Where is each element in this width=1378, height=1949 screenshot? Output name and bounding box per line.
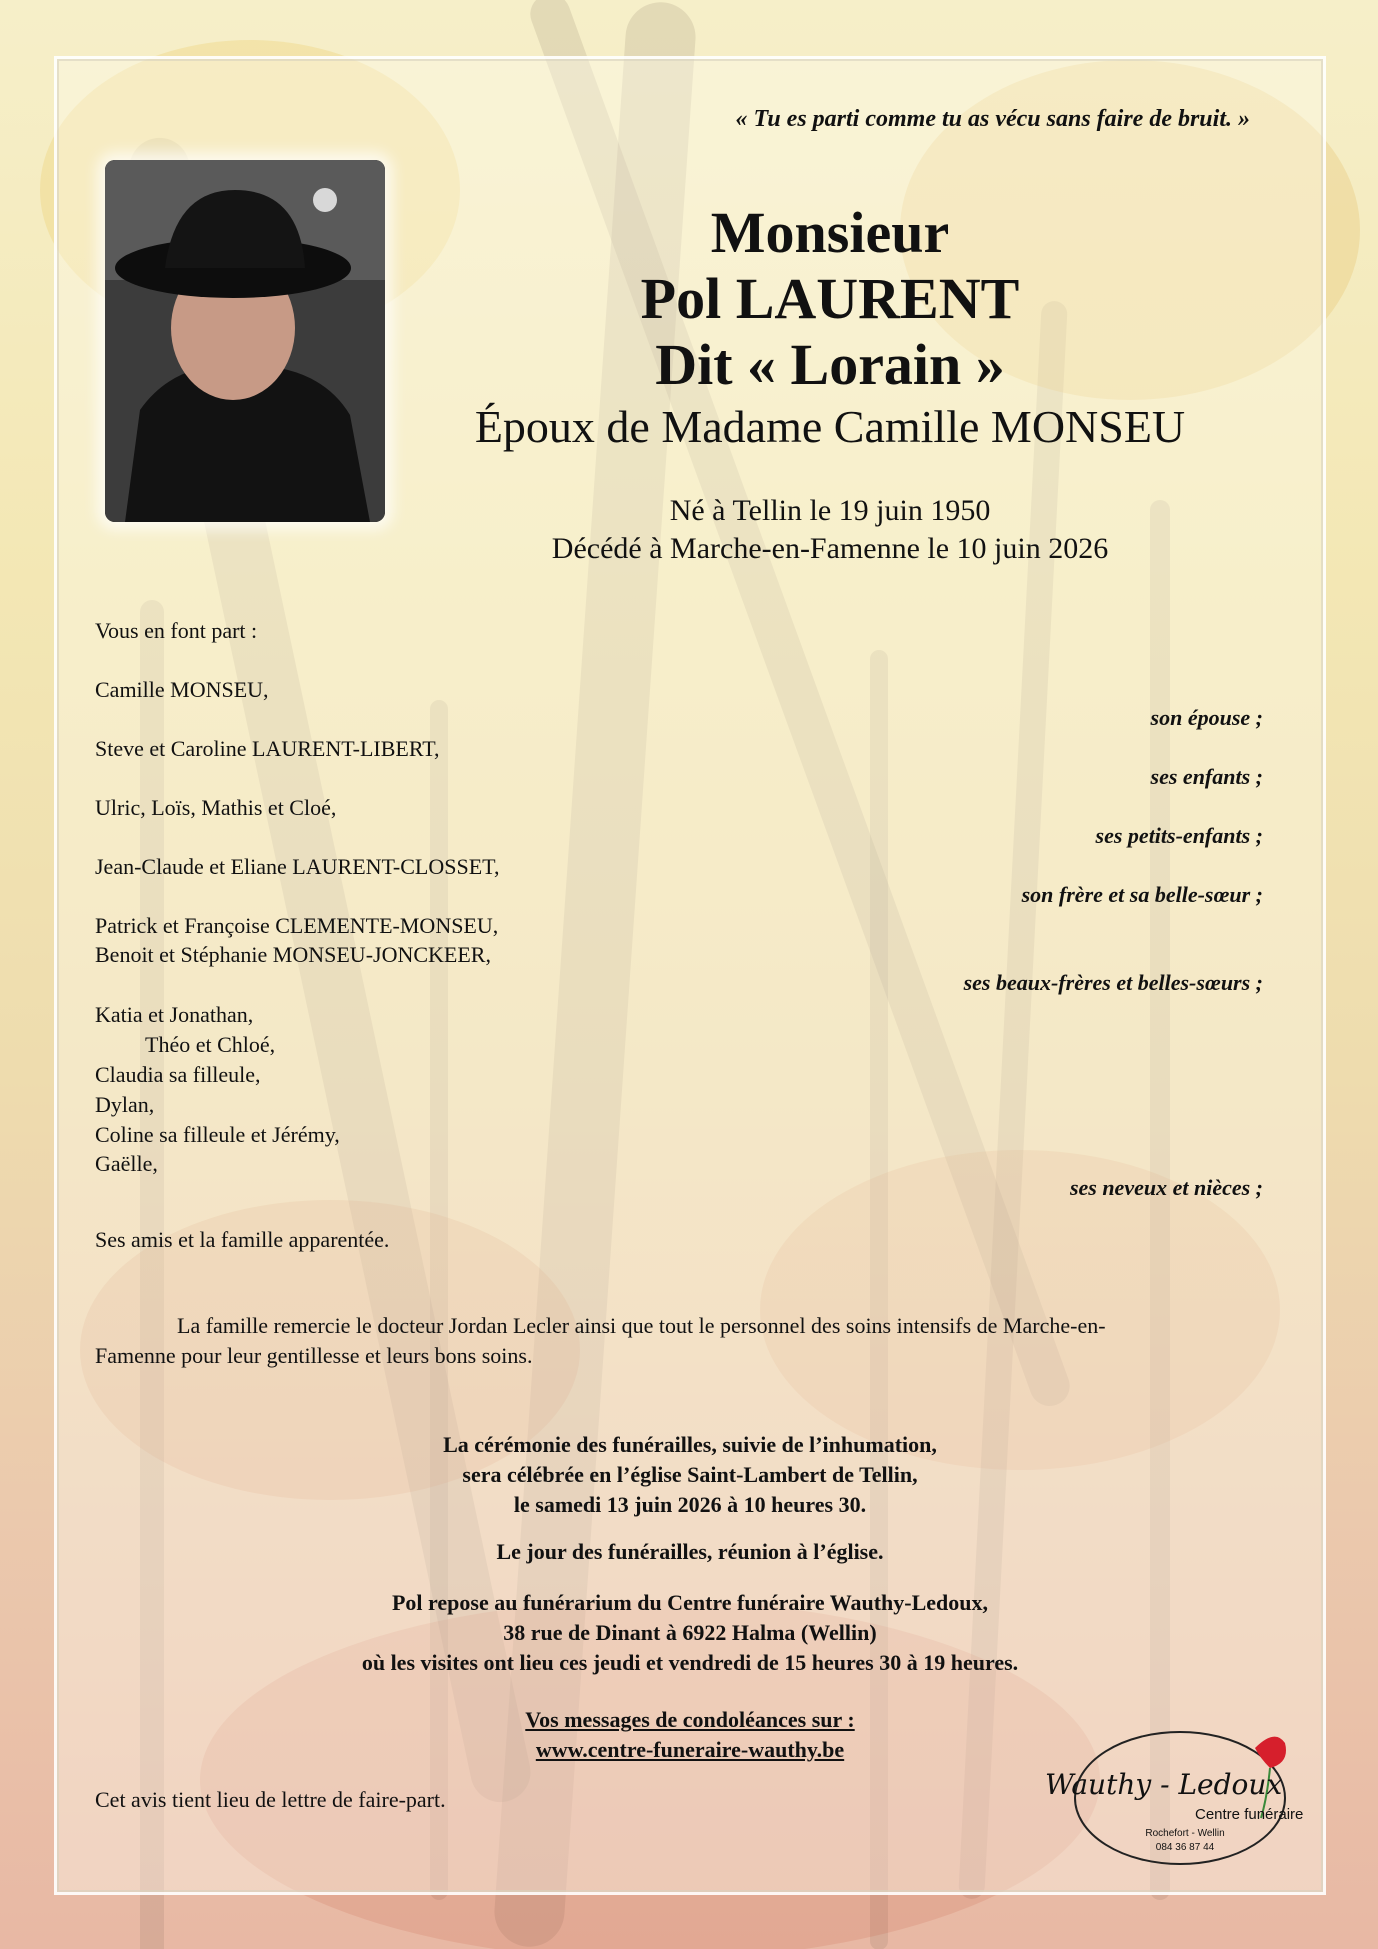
role-grandchildren: ses petits-enfants ; xyxy=(1095,823,1263,848)
deceased-title xyxy=(430,200,1230,456)
ceremony-line-2: sera célébrée en l’église Saint-Lambert de Tellin, xyxy=(462,1462,918,1487)
funeral-home-logo xyxy=(1035,1718,1315,1868)
family-nephew-5: Coline sa filleule et Jérémy, xyxy=(95,1122,340,1147)
visitation-line-3: où les visites ont lieu ces jeudi et vendredi de 15 heures 30 à 19 heures. xyxy=(361,1650,1019,1675)
logo-name: Wauthy - Ledoux xyxy=(1045,1768,1283,1801)
rose-icon xyxy=(1255,1737,1286,1768)
deceased-name: Pol LAURENT xyxy=(640,266,1020,331)
footer-note: Cet avis tient lieu de lettre de faire-part. xyxy=(95,1787,446,1812)
family-grandchildren: Ulric, Loïs, Mathis et Cloé, xyxy=(95,795,337,820)
visitation-info xyxy=(250,1588,1130,1678)
thanks-line-2: Famenne pour leur gentillesse et leurs bons soins. xyxy=(95,1343,533,1368)
life-dates xyxy=(430,492,1230,568)
portrait-illustration xyxy=(105,160,385,522)
logo-location: Rochefort - Wellin xyxy=(1145,1828,1225,1839)
ceremony-info xyxy=(250,1430,1130,1520)
nickname: Dit « Lorain » xyxy=(655,332,1005,397)
epigraph-quote: « Tu es parti comme tu as vécu sans faire de bruit. » xyxy=(735,106,1250,132)
thanks-line-1: La famille remercie le docteur Jordan Lecler ainsi que tout le personnel des soins intensifs de Marche-en- xyxy=(177,1313,1106,1338)
honorific: Monsieur xyxy=(710,200,950,265)
visitation-line-2: 38 rue de Dinant à 6922 Halma (Wellin) xyxy=(503,1620,877,1645)
visitation-line-1: Pol repose au funérarium du Centre funéraire Wauthy-Ledoux, xyxy=(391,1590,989,1615)
family-nephew-4: Dylan, xyxy=(95,1092,155,1117)
ceremony-line-1: La cérémonie des funérailles, suivie de l’inhumation, xyxy=(443,1432,937,1457)
family-nephew-3: Claudia sa filleule, xyxy=(95,1062,261,1087)
spouse-line: Époux de Madame Camille MONSEU xyxy=(474,401,1186,452)
family-brother: Jean-Claude et Eliane LAURENT-CLOSSET, xyxy=(95,854,500,879)
role-nephews: ses neveux et nièces ; xyxy=(1069,1175,1263,1200)
death-date: Décédé à Marche-en-Famenne le 10 juin 2026 xyxy=(551,532,1109,565)
role-children: ses enfants ; xyxy=(1150,764,1263,789)
family-inlaws-2: Benoit et Stéphanie MONSEU-JONCKEER, xyxy=(95,942,491,967)
meeting-info: Le jour des funérailles, réunion à l’église. xyxy=(496,1539,884,1564)
condolences-link[interactable]: www.centre-funeraire-wauthy.be xyxy=(535,1737,845,1762)
logo-subtitle: Centre funéraire xyxy=(1195,1806,1304,1823)
role-spouse: son épouse ; xyxy=(1150,705,1263,730)
thanks-paragraph xyxy=(95,1311,1265,1371)
family-friends: Ses amis et la famille apparentée. xyxy=(95,1227,390,1252)
family-children: Steve et Caroline LAURENT-LIBERT, xyxy=(95,736,440,761)
portrait-photo xyxy=(105,160,385,522)
intro-text: Vous en font part : xyxy=(95,618,258,643)
family-nephew-2: Théo et Chloé, xyxy=(145,1032,276,1057)
family-nephew-1: Katia et Jonathan, xyxy=(95,1002,254,1027)
family-inlaws-1: Patrick et Françoise CLEMENTE-MONSEU, xyxy=(95,913,499,938)
role-inlaws: ses beaux-frères et belles-sœurs ; xyxy=(963,970,1263,995)
condolences-label: Vos messages de condoléances sur : xyxy=(525,1707,855,1732)
logo-phone: 084 36 87 44 xyxy=(1155,1842,1215,1853)
ceremony-line-3: le samedi 13 juin 2026 à 10 heures 30. xyxy=(513,1492,867,1517)
family-spouse: Camille MONSEU, xyxy=(95,677,269,702)
family-nephew-6: Gaëlle, xyxy=(95,1151,158,1176)
role-brother: son frère et sa belle-sœur ; xyxy=(1021,882,1263,907)
birth-date: Né à Tellin le 19 juin 1950 xyxy=(669,494,991,527)
